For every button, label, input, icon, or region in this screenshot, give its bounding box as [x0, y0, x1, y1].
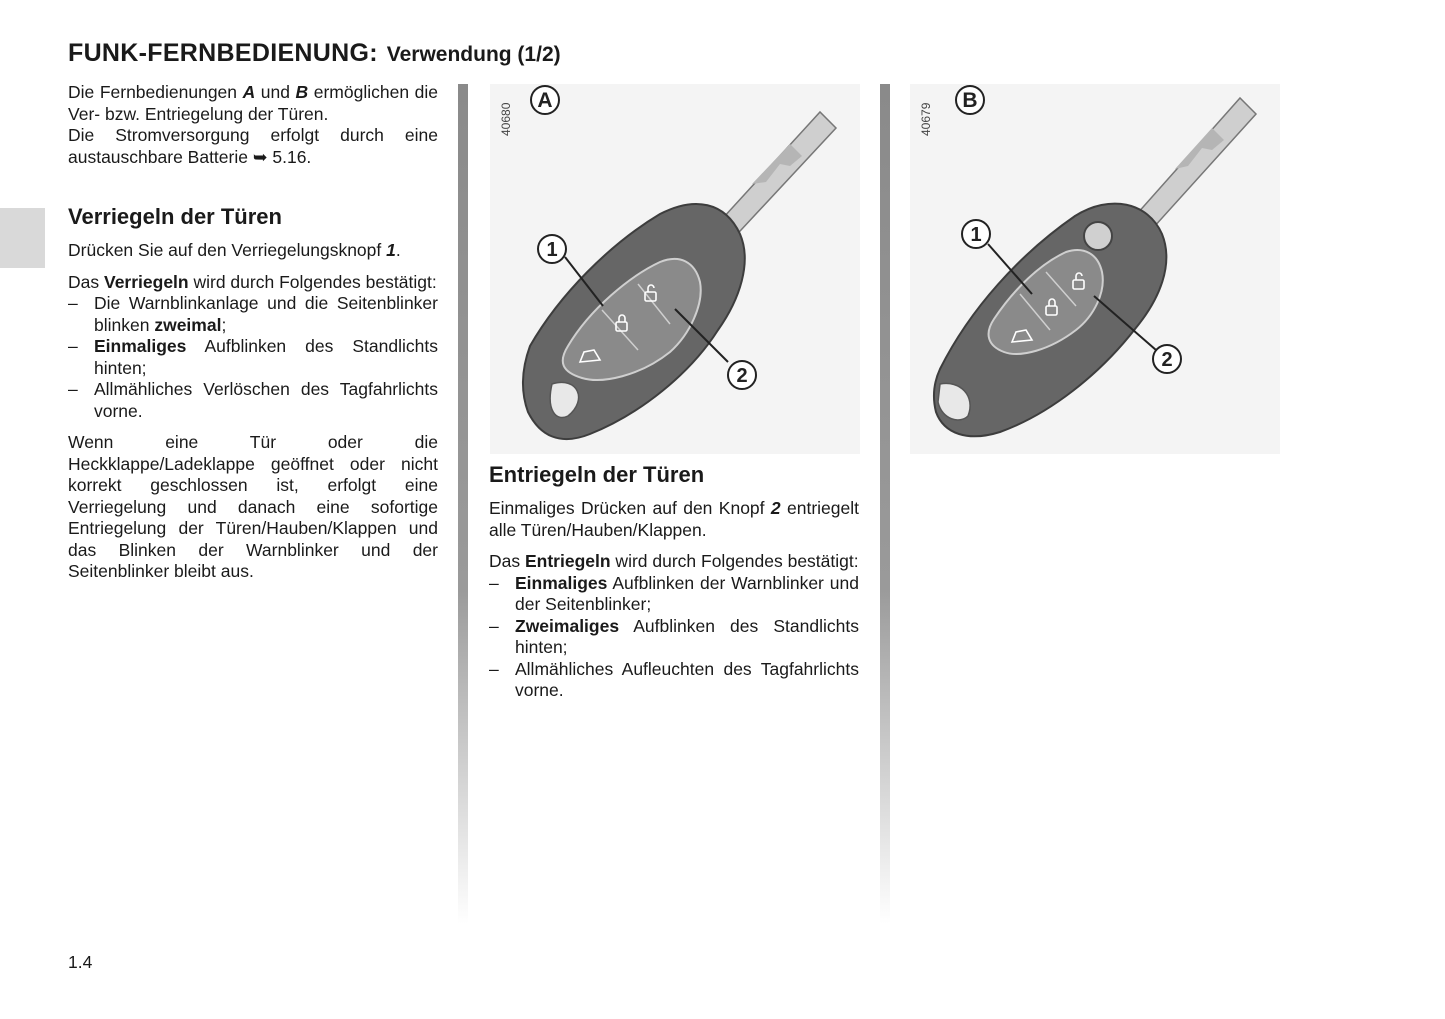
section-tab [0, 208, 45, 268]
list-item: – Allmähliches Verlöschen des Tagfahrlichts vorne. [68, 379, 438, 422]
unlock-confirm: Das Entriegeln wird durch Folgendes bestätigt: [489, 551, 859, 571]
column-divider [458, 84, 468, 924]
unlock-instruction: Einmaliges Drücken auf den Knopf 2 entriegelt alle Türen/Hauben/Klappen. [489, 498, 860, 540]
figure-letter: B [962, 89, 978, 112]
title-main: FUNK-FERNBEDIENUNG: [68, 39, 378, 67]
column-divider [880, 84, 890, 924]
list-item: – Einmaliges Aufblinken der Warnblinker und der Seitenblinker; [489, 573, 859, 616]
callout-1: 1 [546, 239, 558, 261]
callout-1: 1 [970, 224, 982, 246]
figure-key-b [910, 84, 1280, 454]
figure-letter: A [537, 89, 553, 112]
note-text: Wenn eine Tür oder die Heckklappe/Ladeklappe geöffnet oder nicht korrekt geschlossen ist, erfolgt eine Verriegelung und danach eine sofortige Entriegelung der Türen/Hauben/Klappen und das Blinken der Warnblinker und der Seitenblinker bleibt aus. [68, 432, 438, 581]
list-item: – Allmähliches Aufleuchten des Tagfahrlichts vorne. [489, 659, 859, 702]
lock-list [68, 293, 438, 422]
unlock-list [489, 573, 859, 702]
left-column [68, 82, 438, 593]
callout-2: 2 [736, 365, 748, 387]
intro-text: Die Fernbedienungen A und B ermöglichen die Ver- bzw. Entriegelung der Türen. [68, 82, 438, 124]
title-sub: Verwendung (1/2) [386, 43, 561, 66]
figure-code: 40680 [499, 102, 513, 136]
lock-heading: Verriegeln der Türen [68, 204, 282, 229]
lock-instruction: Drücken Sie auf den Verriegelungsknopf 1. [68, 240, 401, 260]
list-item: – Die Warnblinkanlage und die Seitenblinker blinken zweimal; [68, 293, 438, 336]
figure-code: 40679 [919, 102, 933, 136]
callout-2: 2 [1161, 349, 1173, 371]
list-item: – Einmaliges Aufblinken des Standlichts hinten; [68, 336, 438, 379]
page-title [68, 32, 561, 69]
lock-confirm: Das Verriegeln wird durch Folgendes bestätigt: [68, 271, 437, 292]
battery-text: Die Stromversorgung erfolgt durch eine austauschbare Batterie ➥ 5.16. [68, 125, 438, 167]
middle-column [489, 462, 859, 712]
page-number: 1.4 [68, 952, 93, 972]
unlock-heading: Entriegeln der Türen [489, 462, 705, 487]
figure-key-a [490, 84, 860, 454]
list-item: – Zweimaliges Aufblinken des Standlichts hinten; [489, 616, 859, 659]
